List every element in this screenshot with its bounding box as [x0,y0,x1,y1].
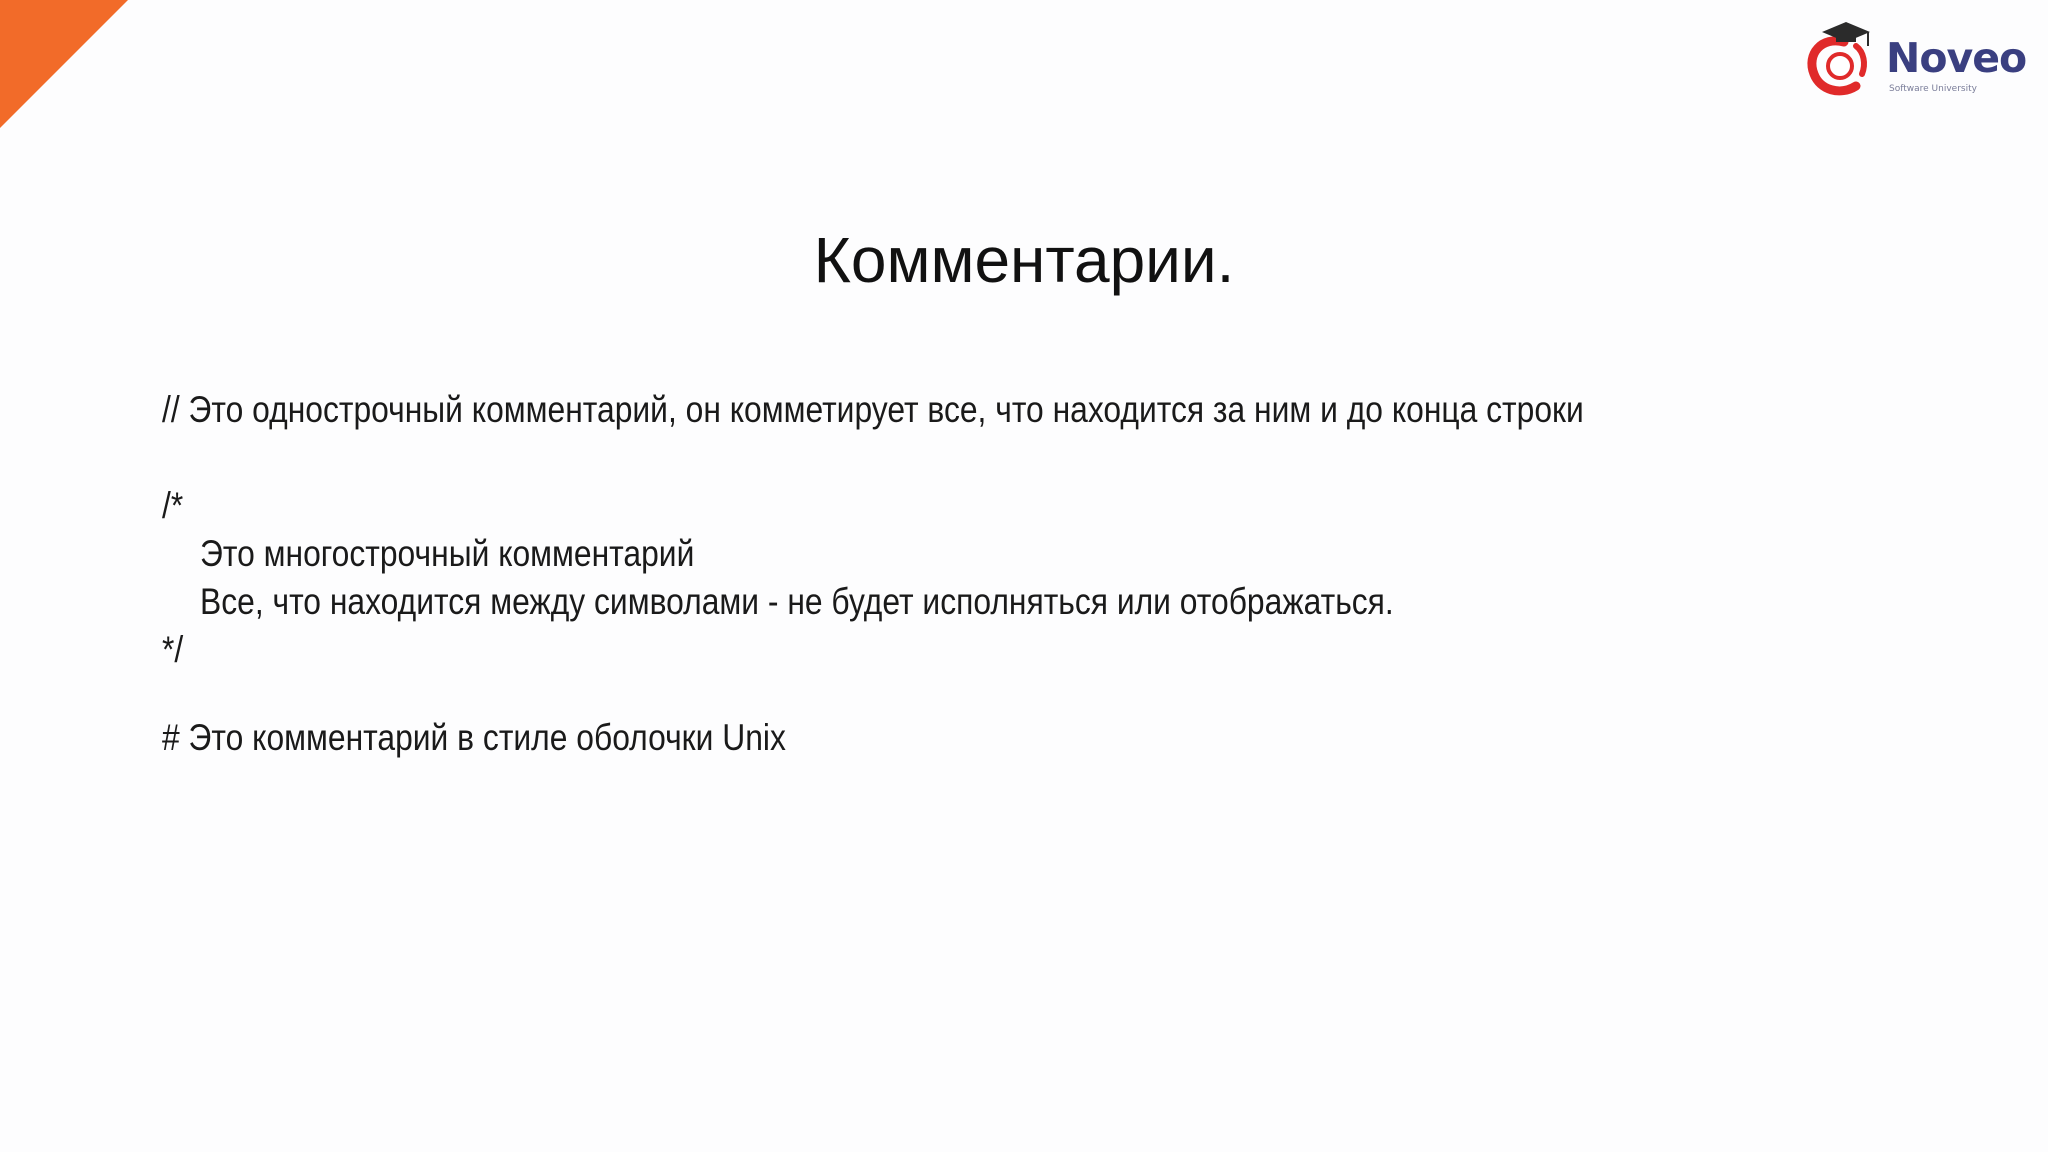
brand-logo [1800,16,2040,106]
slide-title: Комментарии. [813,224,1235,296]
single-line-comment-example: // Это однострочный комментарий, он комметирует все, что находится за ним и до конца строки [162,389,1584,430]
logo-mark-icon [1800,16,1886,106]
brand-tagline: Software University [1889,84,1977,94]
multiline-comment-body-2: Все, что находится между символами - не будет исполняться или отображаться. [200,581,1394,622]
multiline-comment-open: /* [162,485,184,526]
multiline-comment-body-1: Это многострочный комментарий [200,533,695,574]
corner-accent [0,0,128,128]
brand-name: Noveo [1886,34,2027,82]
multiline-comment-close: */ [162,629,184,670]
unix-shell-comment-example: # Это комментарий в стиле оболочки Unix [162,717,786,758]
